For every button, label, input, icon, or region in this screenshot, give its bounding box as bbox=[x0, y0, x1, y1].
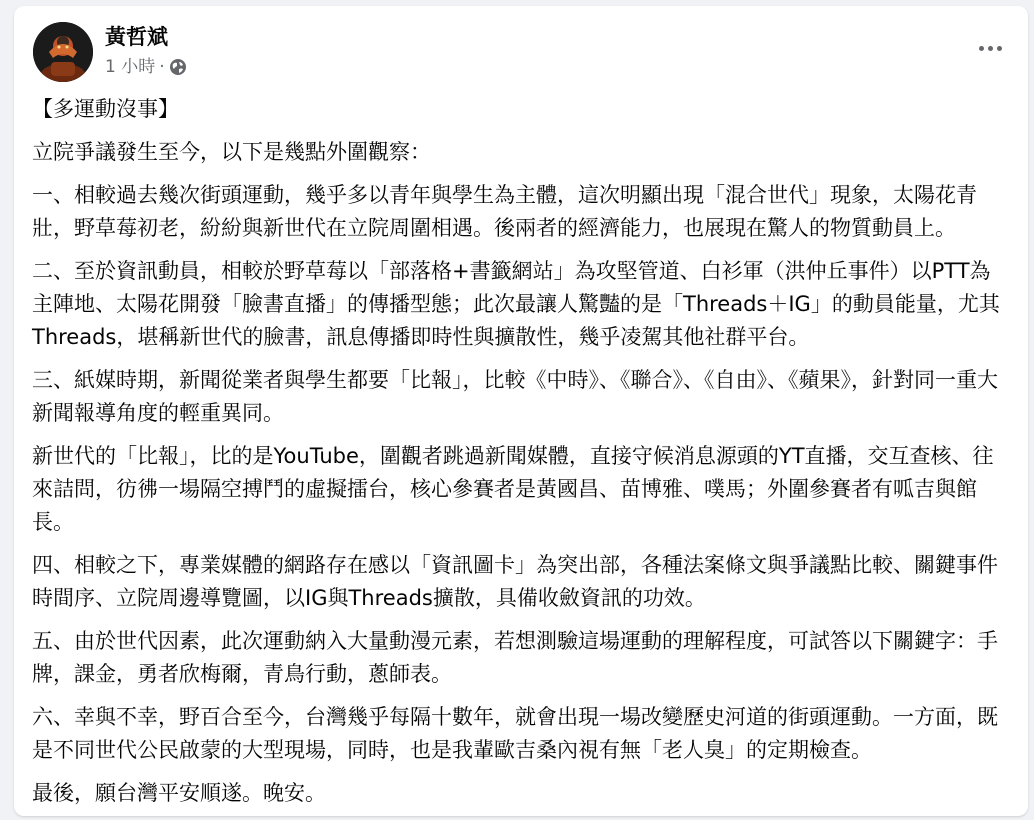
post-paragraph: 新世代的「比報」，比的是YouTube，圍觀者跳過新聞媒體，直接守候消息源頭的YT直播，交互查核、往來詰問，彷彿一場隔空搏鬥的虛擬擂台，核心參賽者是黃國昌、苗博雅、噗馬；外圍參賽者有呱吉與館長。 bbox=[32, 444, 994, 534]
post-paragraph: 二、至於資訊動員，相較於野草莓以「部落格+書籤網站」為攻堅管道、白衫軍（洪仲丘事件）以PTT為主陣地、太陽花開發「臉書直播」的傳播型態；此次最讓人驚豔的是「Threads＋IG」的動員能量，尤其 Threads，堪稱新世代的臉書，訊息傳播即時性與擴散性，幾乎凌駕其他社群平台。 bbox=[32, 259, 1000, 349]
post-paragraph: 四、相較之下，專業媒體的網路存在感以「資訊圖卡」為突出部，各種法案條文與爭議點比較、關鍵事件時間序、立院周邊導覽圖，以IG與Threads擴散，具備收斂資訊的功效。 bbox=[32, 553, 998, 610]
author-name[interactable]: 黃哲斌 bbox=[105, 25, 168, 49]
post-card bbox=[14, 6, 1028, 816]
globe-icon[interactable] bbox=[169, 58, 187, 76]
post-paragraph: 【多運動沒事】 bbox=[32, 97, 179, 121]
more-options-button[interactable] bbox=[972, 36, 1008, 60]
post-paragraph: 六、幸與不幸，野百合至今，台灣幾乎每隔十數年，就會出現一場改變歷史河道的街頭運動。一方面，既是不同世代公民啟蒙的大型現場，同時，也是我輩歐吉桑內視有無「老人臭」的定期檢查。 bbox=[32, 705, 998, 762]
post-paragraph: 三、紙媒時期，新聞從業者與學生都要「比報」，比較《中時》、《聯合》、《自由》、《蘋果》，針對同一重大新聞報導角度的輕重異同。 bbox=[32, 368, 998, 425]
post-meta bbox=[105, 56, 187, 78]
post-timestamp[interactable]: 1 小時 bbox=[105, 57, 156, 77]
more-horizontal-icon bbox=[979, 46, 984, 51]
meta-separator: · bbox=[159, 57, 165, 77]
post-paragraph: 五、由於世代因素，此次運動納入大量動漫元素，若想測驗這場運動的理解程度，可試答以下關鍵字：手牌，課金，勇者欣梅爾，青鳥行動，蔥師表。 bbox=[32, 629, 998, 686]
post-paragraph: 一、相較過去幾次街頭運動，幾乎多以青年與學生為主體，這次明顯出現「混合世代」現象，太陽花青壯，野草莓初老，紛紛與新世代在立院周圍相遇。後兩者的經濟能力，也展現在驚人的物質動員上。 bbox=[32, 183, 977, 240]
avatar[interactable] bbox=[33, 22, 93, 82]
avatar-image bbox=[33, 22, 93, 82]
post-content bbox=[32, 93, 1008, 820]
post-paragraph: 立院爭議發生至今，以下是幾點外圍觀察： bbox=[32, 140, 431, 164]
post-paragraph: 最後，願台灣平安順遂。晚安。 bbox=[32, 781, 326, 805]
